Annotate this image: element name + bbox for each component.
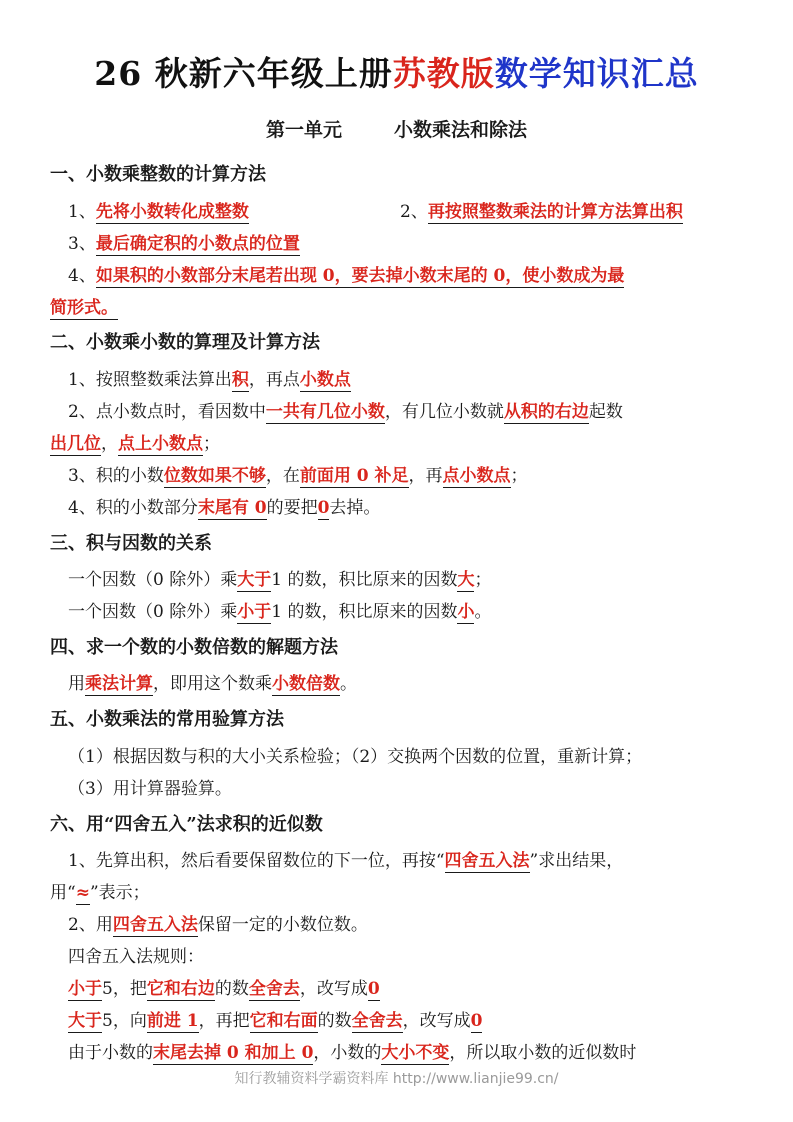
page-title — [0, 52, 793, 96]
s6-line-3: 2、用四舍五入法保留一定的小数位数。 — [68, 915, 368, 935]
footer-watermark: 知行教辅资料学霸资料库 http://www.lianjie99.cn/ — [234, 1071, 559, 1087]
unit-label: 第一单元 — [265, 119, 342, 141]
section-3-heading: 三、积与因数的关系 — [50, 533, 212, 554]
s1-item-1: 1、先将小数转化成整数 — [68, 202, 249, 222]
s2-line-2: 2、点小数点时，看因数中一共有几位小数，有几位小数就从积的右边起数 — [68, 402, 623, 422]
section-1-heading: 一、小数乘整数的计算方法 — [50, 164, 266, 185]
section-6-heading: 六、用“四舍五入”法求积的近似数 — [50, 814, 323, 835]
section-5-heading: 五、小数乘法的常用验算方法 — [50, 709, 284, 730]
s2-line-1: 1、按照整数乘法算出积，再点小数点 — [68, 370, 351, 390]
s5-line-2: （3）用计算器验算。 — [68, 779, 232, 799]
s1-item-4-cont — [50, 293, 118, 323]
s1-answer-2: 再按照整数乘法的计算方法算出积 — [427, 202, 683, 222]
s6-line-2: 用“≈”表示； — [50, 883, 150, 903]
s6-line-7: 由于小数的末尾去掉 0 和加上 0，小数的大小不变，所以取小数的近似数时 — [68, 1043, 637, 1063]
s6-line-1: 1、先算出积，然后看要保留数位的下一位，再按“四舍五入法”求出结果， — [68, 851, 624, 871]
s1-answer-1: 先将小数转化成整数 — [95, 202, 249, 222]
s6-line-6: 大于5，向前进 1，再把它和右面的数全舍去，改写成0 — [68, 1011, 483, 1031]
title-part-edition: 苏教版 — [392, 54, 495, 93]
title-part-subject: 数学知识汇总 — [494, 54, 699, 93]
unit-subtitle — [0, 115, 793, 145]
s1-answer-3: 最后确定积的小数点的位置 — [95, 234, 300, 254]
s3-line-2: 一个因数（0 除外）乘小于1 的数，积比原来的因数小。 — [68, 602, 492, 622]
s2-line-4: 3、积的小数位数如果不够，在前面用 0 补足，再点小数点； — [68, 466, 528, 486]
s1-item-2: 2、再按照整数乘法的计算方法算出积 — [400, 202, 683, 222]
s1-answer-4a: 如果积的小数部分末尾若出现 0，要去掉小数末尾的 0，使小数成为最 — [95, 266, 625, 286]
unit-topic: 小数乘法和除法 — [394, 119, 528, 141]
s3-line-1: 一个因数（0 除外）乘大于1 的数，积比原来的因数大； — [68, 570, 492, 590]
s6-line-5: 小于5，把它和右边的数全舍去，改写成0 — [68, 979, 380, 999]
s2-line-3: 出几位，点上小数点； — [50, 434, 220, 454]
s1-answer-4b: 简形式。 — [50, 298, 118, 318]
section-2-heading: 二、小数乘小数的算理及计算方法 — [50, 332, 320, 353]
section-4-heading: 四、求一个数的小数倍数的解题方法 — [50, 637, 338, 658]
s5-line-1: （1）根据因数与积的大小关系检验；（2）交换两个因数的位置，重新计算； — [68, 747, 643, 767]
s2-line-5: 4、积的小数部分末尾有 0的要把0去掉。 — [68, 498, 381, 518]
s1-item-4: 4、如果积的小数部分末尾若出现 0，要去掉小数末尾的 0，使小数成为最 — [68, 266, 625, 286]
s4-line-1: 用乘法计算，即用这个数乘小数倍数。 — [68, 674, 357, 694]
s1-item-3: 3、最后确定积的小数点的位置 — [68, 234, 300, 254]
s6-line-4: 四舍五入法规则： — [68, 947, 204, 967]
title-part-grade: 26 秋新六年级上册 — [94, 54, 393, 93]
